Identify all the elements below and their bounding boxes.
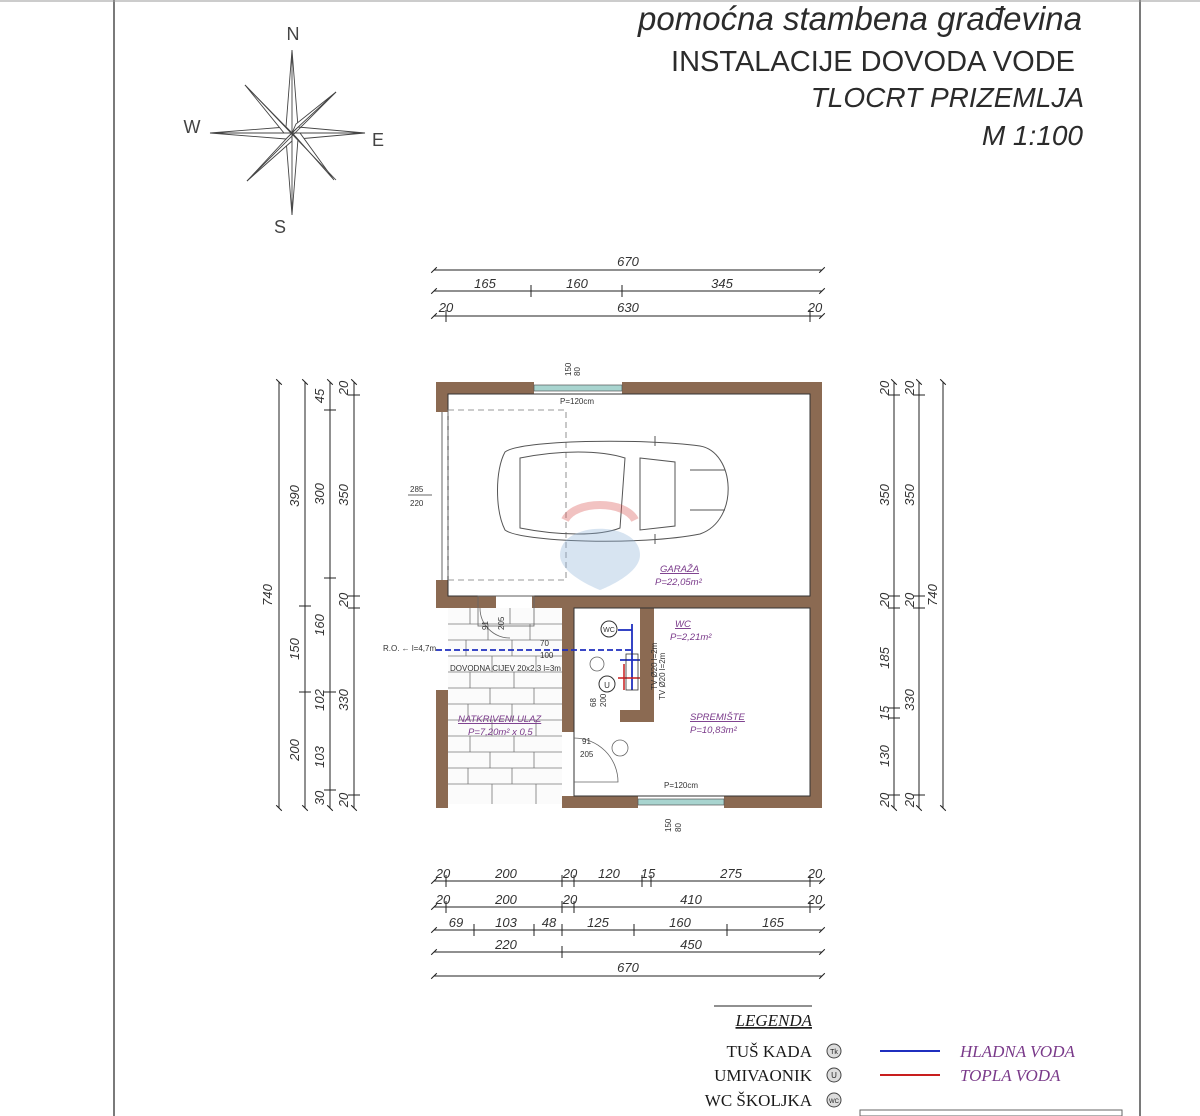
legend-item-toilet: WC ŠKOLJKA xyxy=(704,1091,812,1110)
parking-area xyxy=(448,410,566,580)
dim-left-c4-b: 350 xyxy=(336,484,351,506)
dim-right-c1-a: 20 xyxy=(877,380,892,396)
tv-label-1: TV Ø20 l=2m xyxy=(650,642,659,690)
tv-label-2: TV Ø20 l=2m xyxy=(658,652,667,700)
door-a-2: 205 xyxy=(497,616,506,630)
dim-top-b: 160 xyxy=(566,276,588,291)
floor-plan xyxy=(383,362,822,832)
dim-right-c2-e: 20 xyxy=(902,792,917,808)
wc-dim-1: 68 xyxy=(589,698,598,707)
legend-washbasin-symbol: U xyxy=(831,1071,837,1080)
dim-right-c1-f: 130 xyxy=(877,745,892,767)
dim-top-c: 345 xyxy=(711,276,733,291)
dim-top-wall-left: 20 xyxy=(438,300,454,315)
dim-b2-3: 410 xyxy=(680,892,702,907)
dim-b2-2: 20 xyxy=(562,892,578,907)
wc-label: WC xyxy=(675,619,691,630)
dim-right-c2-d: 330 xyxy=(902,689,917,711)
dim-left-c2-a: 390 xyxy=(287,485,302,507)
legend-cold-label: HLADNA VODA xyxy=(960,1042,1075,1061)
title-installation: INSTALACIJE DOVODA VODE xyxy=(671,46,1075,78)
dim-top-a: 165 xyxy=(474,276,496,291)
storage-area: P=10,83m² xyxy=(690,725,737,736)
title-building: pomoćna stambena građevina xyxy=(638,0,1082,37)
dim-b1-3: 120 xyxy=(598,866,620,881)
dim-right-c1-c: 20 xyxy=(877,592,892,608)
title-scale: M 1:100 xyxy=(981,120,1083,151)
legend-toilet-symbol: WC xyxy=(829,1099,839,1105)
dim-right-c1-d: 185 xyxy=(877,647,892,669)
dim-b3-2: 48 xyxy=(541,915,557,930)
window-top-h2: 80 xyxy=(573,367,582,376)
dim-b2-4: 20 xyxy=(807,892,823,907)
legend-item-shower: TUŠ KADA xyxy=(726,1042,812,1061)
hot-water-pipe xyxy=(618,664,640,690)
watermark-logo xyxy=(560,505,640,590)
ro-label: R.O. ← l=4,7m xyxy=(383,644,437,653)
dim-left-c2-b: 150 xyxy=(287,638,302,660)
dim-b1-4: 15 xyxy=(640,866,656,881)
compass-west: W xyxy=(183,117,201,137)
dim-right-c1-e: 15 xyxy=(877,705,892,721)
legend xyxy=(705,1006,1122,1116)
compass-east: E xyxy=(371,130,385,150)
dim-b3-1: 103 xyxy=(495,915,517,930)
garage-door-dim-1: 285 xyxy=(410,485,424,494)
porch-area: P=7,20m² x 0,5 xyxy=(468,727,533,738)
dim-top-inner: 630 xyxy=(617,300,639,315)
dim-left-c3-d: 102 xyxy=(312,689,327,711)
window-bottom-sill: P=120cm xyxy=(664,781,699,790)
window-top xyxy=(534,385,622,391)
storage-door-swing xyxy=(574,738,618,782)
dim-b1-6: 20 xyxy=(807,866,823,881)
wc-dim-2: 200 xyxy=(599,693,608,707)
dim-left-c3-e: 103 xyxy=(312,746,327,768)
dim-b4-0: 220 xyxy=(495,937,517,952)
dim-b2-1: 200 xyxy=(495,892,517,907)
window-top-h1: 150 xyxy=(564,362,573,376)
dim-b3-0: 69 xyxy=(448,915,464,930)
dim-left-c4-c: 20 xyxy=(336,592,351,608)
garage-label: GARAŽA xyxy=(660,564,700,575)
window-bottom-h1: 150 xyxy=(664,818,673,832)
dim-b1-1: 200 xyxy=(495,866,517,881)
dim-left-c3-b: 300 xyxy=(312,483,327,505)
dim-left-c3-f: 30 xyxy=(312,790,327,806)
dim-left-c3-c: 160 xyxy=(312,614,327,636)
window-top-sill: P=120cm xyxy=(560,397,595,406)
dim-b3-5: 165 xyxy=(762,915,784,930)
dim-right-total: 740 xyxy=(925,584,940,606)
dim-top-total: 670 xyxy=(617,254,639,269)
dim-right-c2-b: 350 xyxy=(902,484,917,506)
legend-shower-symbol: Tk xyxy=(830,1049,838,1056)
dim-left-c3-a: 45 xyxy=(312,388,327,404)
dim-b1-5: 275 xyxy=(720,866,742,881)
title-floor: TLOCRT PRIZEMLJA xyxy=(810,82,1084,113)
dim-left-total: 740 xyxy=(260,584,275,606)
svg-text:U: U xyxy=(604,681,610,690)
wc-area: P=2,21m² xyxy=(670,632,712,643)
door-b-2: 100 xyxy=(540,651,554,660)
legend-item-washbasin: UMIVAONIK xyxy=(714,1066,812,1085)
dim-b3-4: 160 xyxy=(669,915,691,930)
door-c-1: 91 xyxy=(582,737,591,746)
garage-area: P=22,05m² xyxy=(655,577,702,588)
door-c-2: 205 xyxy=(580,750,594,759)
compass-north: N xyxy=(286,24,300,44)
car-icon xyxy=(498,436,729,544)
dim-top-wall-right: 20 xyxy=(807,300,823,315)
legend-box-edge xyxy=(860,1110,1122,1116)
dim-b3-3: 125 xyxy=(587,915,609,930)
dim-left-c4-e: 20 xyxy=(336,792,351,808)
porch-label: NATKRIVENI ULAZ xyxy=(458,714,542,725)
legend-title: LEGENDA xyxy=(735,1011,812,1030)
legend-hot-label: TOPLA VODA xyxy=(960,1066,1061,1085)
dim-right-c2-a: 20 xyxy=(902,380,917,396)
dim-b1-2: 20 xyxy=(562,866,578,881)
dim-right-c2-c: 20 xyxy=(902,592,917,608)
title-block xyxy=(637,0,1084,151)
dim-left-c4-d: 330 xyxy=(336,689,351,711)
window-bottom xyxy=(638,799,724,805)
compass-south: S xyxy=(273,217,287,237)
supply-label: DOVODNA CIJEV 20x2.3 l=3m xyxy=(450,664,561,673)
dim-b5: 670 xyxy=(617,960,639,975)
dim-left-c2-c: 200 xyxy=(287,739,302,761)
door-a-1: 91 xyxy=(481,621,490,630)
dim-b1-0: 20 xyxy=(435,866,451,881)
dim-right-c1-g: 20 xyxy=(877,792,892,808)
svg-text:WC: WC xyxy=(603,627,615,634)
door-b-1: 70 xyxy=(540,639,549,648)
shower-icon xyxy=(590,657,604,671)
dim-b4-1: 450 xyxy=(680,937,702,952)
compass-rose-icon xyxy=(210,50,365,215)
dim-left-c4-a: 20 xyxy=(336,380,351,396)
dim-right-c1-b: 350 xyxy=(877,484,892,506)
window-bottom-h2: 80 xyxy=(674,823,683,832)
garage-door-dim-2: 220 xyxy=(410,499,424,508)
dim-b2-0: 20 xyxy=(435,892,451,907)
storage-label: SPREMIŠTE xyxy=(690,712,745,723)
